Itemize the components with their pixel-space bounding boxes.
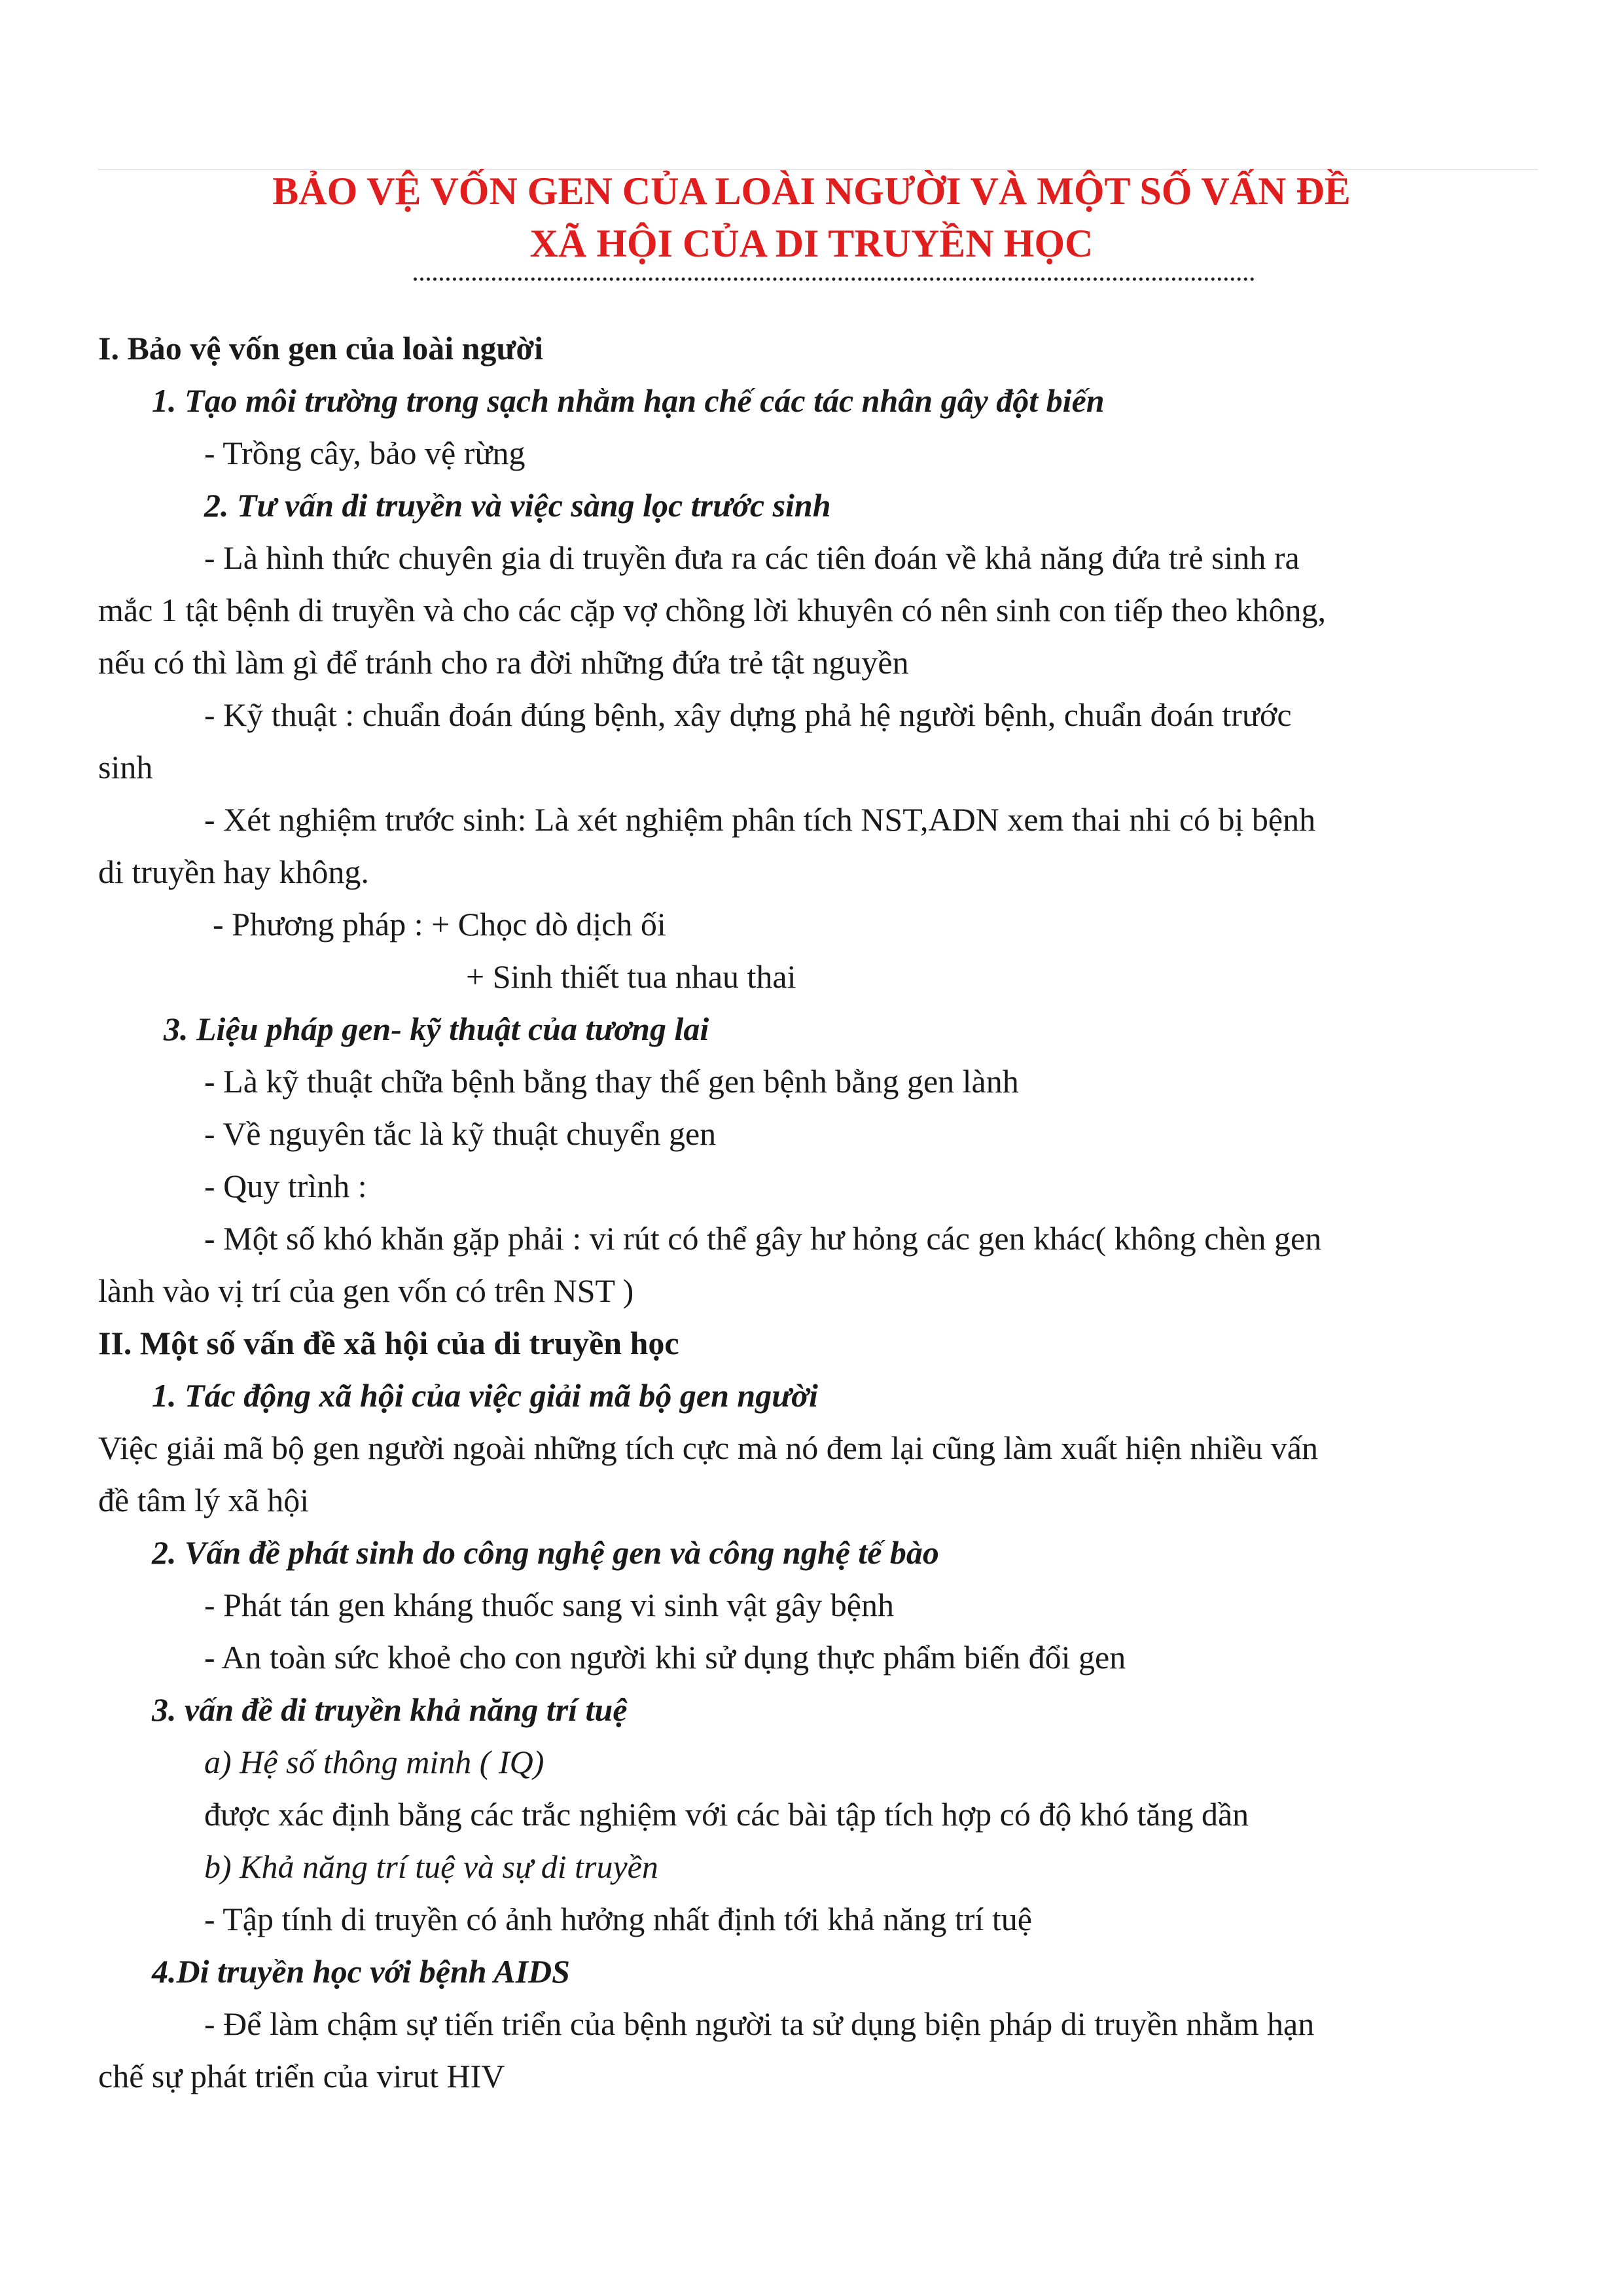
subheading-2-3: 3. vấn đề di truyền khả năng trí tuệ <box>152 1691 628 1728</box>
paragraph-line: - Để làm chậm sự tiến triển của bệnh người ta sử dụng biện pháp di truyền nhằm hạn <box>204 2005 1315 2042</box>
paragraph-line: - Là kỹ thuật chữa bệnh bằng thay thế gen bệnh bằng gen lành <box>204 1063 1019 1100</box>
paragraph-line: - Trồng cây, bảo vệ rừng <box>204 435 526 471</box>
paragraph-line: - Xét nghiệm trước sinh: Là xét nghiệm phân tích NST,ADN xem thai nhi có bị bệnh <box>204 801 1316 838</box>
section-heading-2: II. Một số vấn đề xã hội của di truyền học <box>98 1325 679 1361</box>
paragraph-line: được xác định bằng các trắc nghiệm với các bài tập tích hợp có độ khó tăng dần <box>204 1796 1249 1833</box>
paragraph-line: sinh <box>98 749 153 785</box>
subheading-a: a) Hệ số thông minh ( IQ) <box>204 1744 544 1780</box>
section-heading-1: I. Bảo vệ vốn gen của loài người <box>98 330 543 367</box>
paragraph-line: - Tập tính di truyền có ảnh hưởng nhất định tới khả năng trí tuệ <box>204 1901 1032 1937</box>
paragraph-line: - Về nguyên tắc là kỹ thuật chuyển gen <box>204 1115 717 1152</box>
subheading-1-2: 2. Tư vấn di truyền và việc sàng lọc trước sinh <box>204 487 831 524</box>
paragraph-line: - Kỹ thuật : chuẩn đoán đúng bệnh, xây dựng phả hệ người bệnh, chuẩn đoán trước <box>204 696 1292 733</box>
page-title-line-2: XÃ HỘI CỦA DI TRUYỀN HỌC <box>529 222 1094 265</box>
title-underline <box>414 278 1255 281</box>
paragraph-line: lành vào vị trí của gen vốn có trên NST ) <box>98 1272 634 1309</box>
paragraph-line: mắc 1 tật bệnh di truyền và cho các cặp vợ chồng lời khuyên có nên sinh con tiếp theo không, <box>98 592 1326 628</box>
page-title-line-1: BẢO VỆ VỐN GEN CỦA LOÀI NGƯỜI VÀ MỘT SỐ VẤN ĐỀ <box>272 170 1351 213</box>
paragraph-line: - An toàn sức khoẻ cho con người khi sử dụng thực phẩm biến đổi gen <box>204 1639 1126 1676</box>
paragraph-line: chế sự phát triển của virut HIV <box>98 2058 505 2094</box>
paragraph-line: di truyền hay không. <box>98 853 369 890</box>
subheading-2-4: 4.Di truyền học với bệnh AIDS <box>152 1953 570 1990</box>
subheading-2-1: 1. Tác động xã hội của việc giải mã bộ gen người <box>152 1377 818 1414</box>
paragraph-line: nếu có thì làm gì để tránh cho ra đời những đứa trẻ tật nguyền <box>98 644 909 681</box>
subheading-1-1: 1. Tạo môi trường trong sạch nhằm hạn chế các tác nhân gây đột biến <box>152 382 1105 419</box>
paragraph-line: đề tâm lý xã hội <box>98 1482 310 1518</box>
paragraph-line: + Sinh thiết tua nhau thai <box>466 958 796 995</box>
paragraph-line: - Quy trình : <box>204 1168 367 1204</box>
subheading-2-2: 2. Vấn đề phát sinh do công nghệ gen và công nghệ tế bào <box>152 1534 939 1571</box>
subheading-b: b) Khả năng trí tuệ và sự di truyền <box>204 1848 658 1885</box>
paragraph-line: - Phương pháp : + Chọc dò dịch ối <box>213 906 666 942</box>
paragraph-line: - Là hình thức chuyên gia di truyền đưa ra các tiên đoán về khả năng đứa trẻ sinh ra <box>204 539 1300 576</box>
paragraph-line: - Phát tán gen kháng thuốc sang vi sinh vật gây bệnh <box>204 1587 894 1623</box>
subheading-1-3: 3. Liệu pháp gen- kỹ thuật của tương lai <box>164 1011 709 1047</box>
paragraph-line: - Một số khó khăn gặp phải : vi rút có thể gây hư hỏng các gen khác( không chèn gen <box>204 1220 1322 1257</box>
paragraph-line: Việc giải mã bộ gen người ngoài những tích cực mà nó đem lại cũng làm xuất hiện nhiều vấn <box>98 1429 1318 1466</box>
